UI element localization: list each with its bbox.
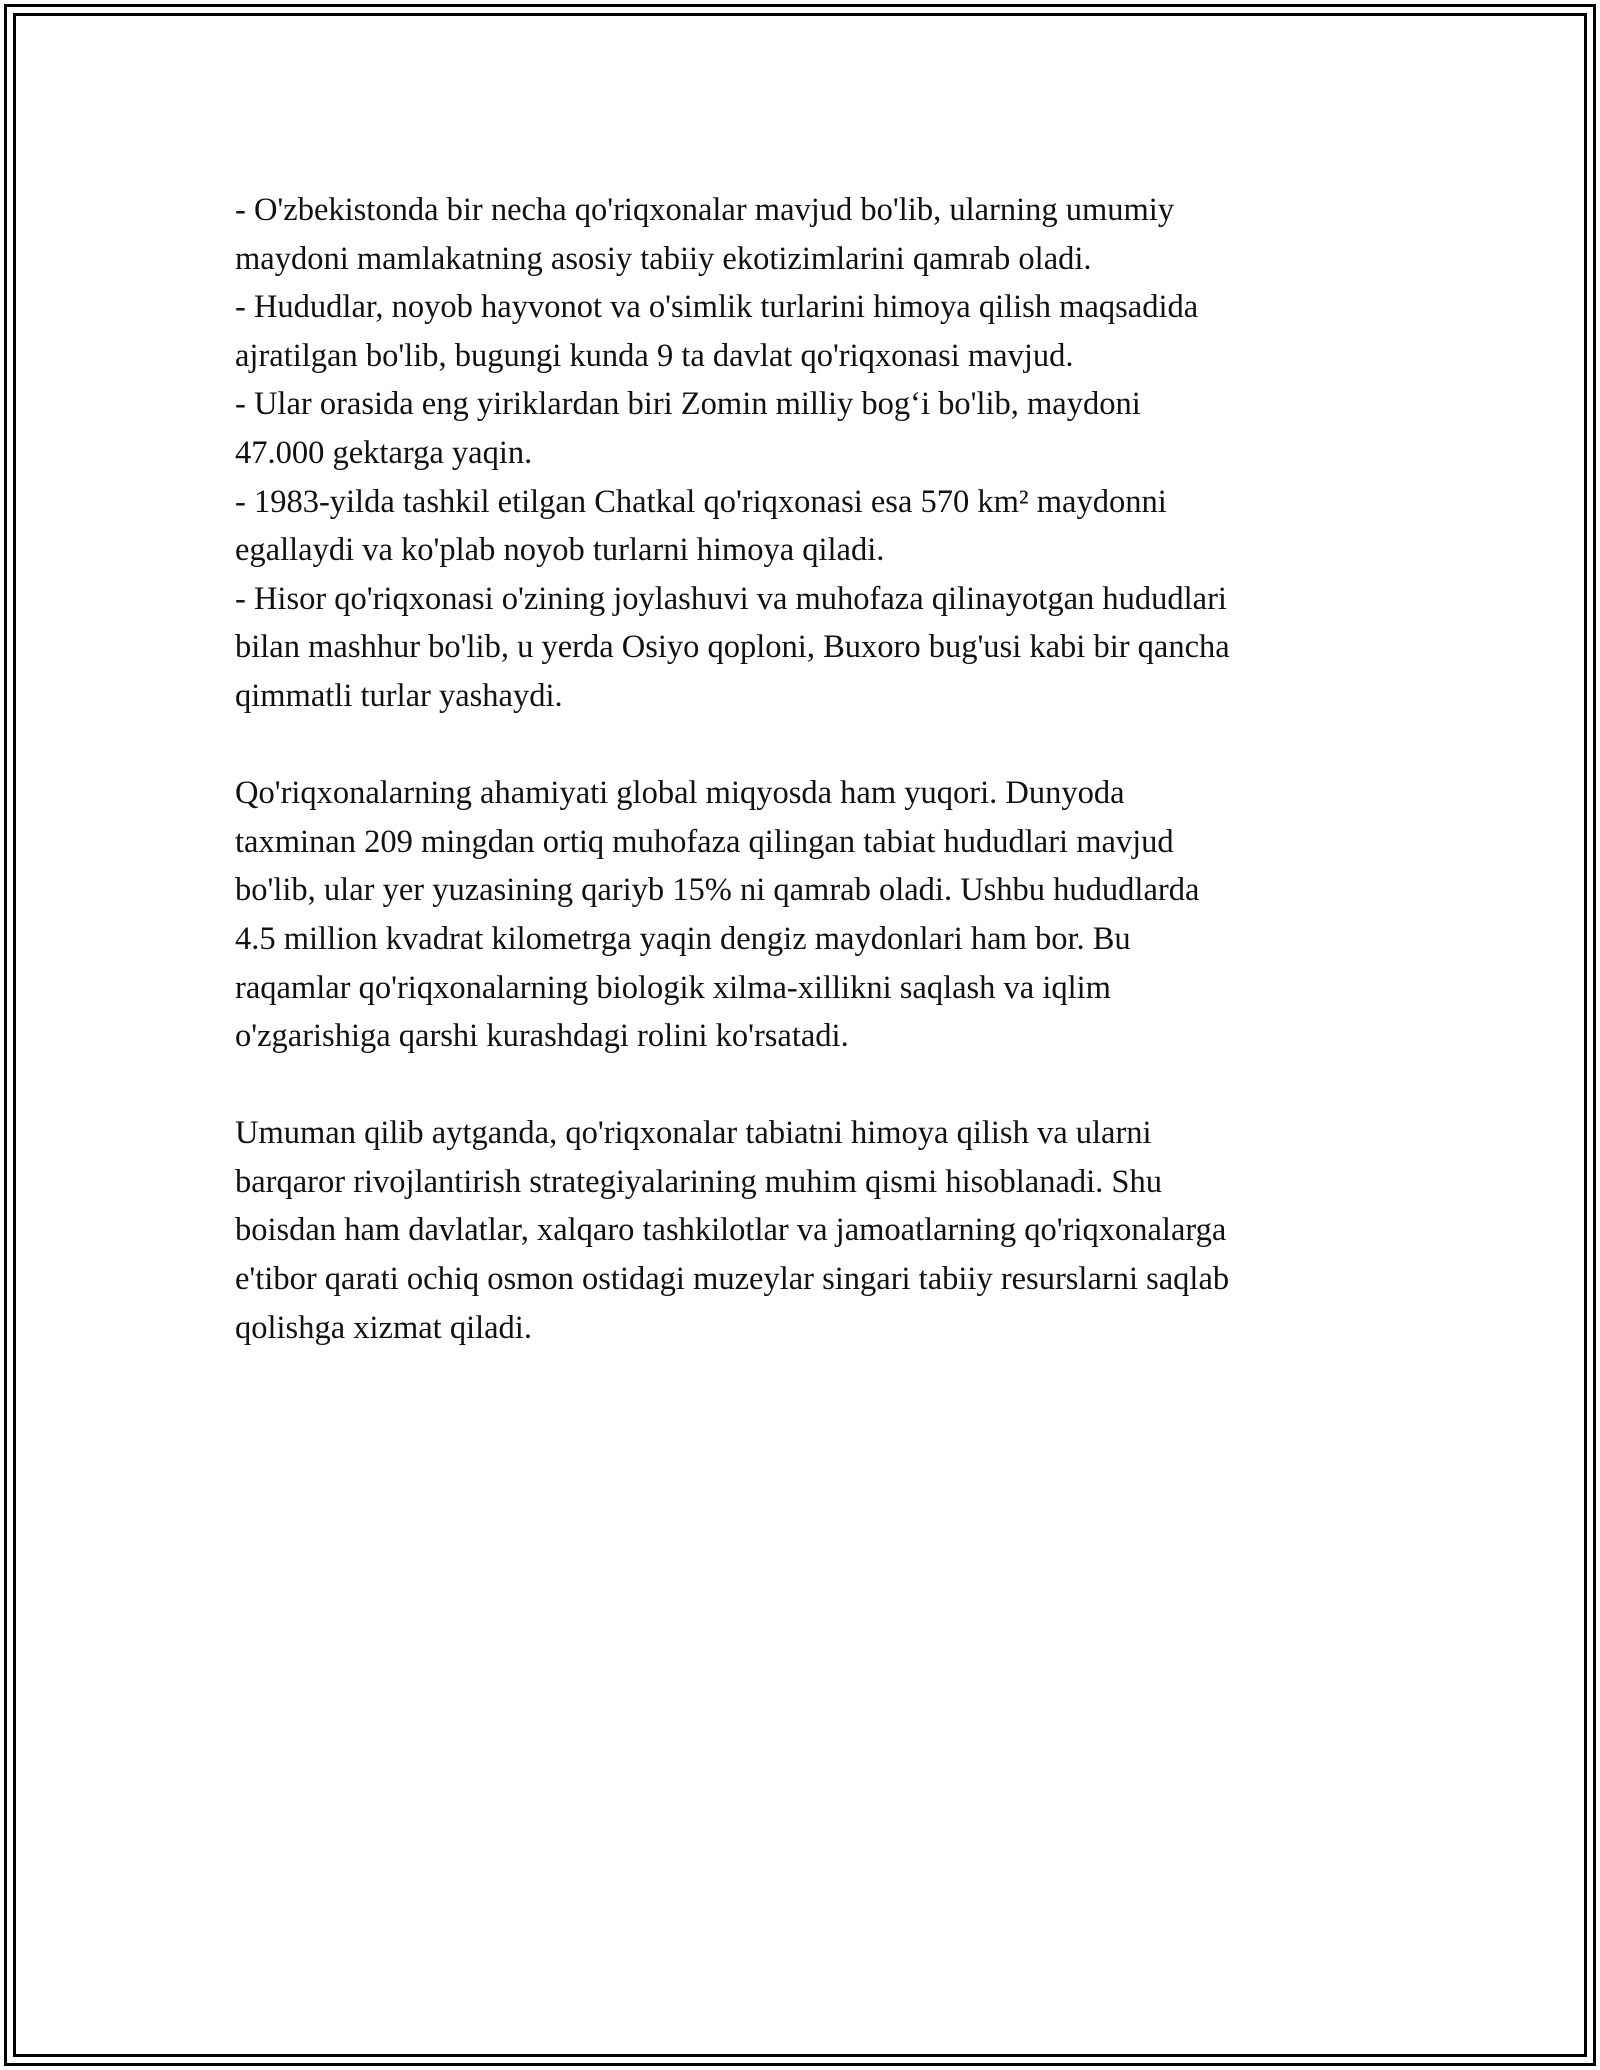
- document-body: [235, 186, 1370, 1352]
- bullet-item-state-reserves: [235, 283, 1370, 380]
- text-line: ajratilgan bo'lib, bugungi kunda 9 ta davlat qo'riqxonasi mavjud.: [235, 337, 1074, 374]
- text-line: qimmatli turlar yashaydi.: [235, 677, 563, 714]
- text-line: - 1983-yilda tashkil etilgan Chatkal qo'riqxonasi esa 570 km² maydonni: [235, 483, 1167, 520]
- text-line: - Ular orasida eng yiriklardan biri Zomin milliy bog‘i bo'lib, maydoni: [235, 386, 1141, 423]
- text-line: bilan mashhur bo'lib, u yerda Osiyo qoploni, Buxoro bug'usi kabi bir qancha: [235, 629, 1230, 666]
- bullet-item-zomin-park: [235, 380, 1370, 477]
- text-line: bo'lib, ular yer yuzasining qariyb 15% ni qamrab oladi. Ushbu hududlarda: [235, 872, 1200, 909]
- text-line: o'zgarishiga qarshi kurashdagi rolini ko'rsatadi.: [235, 1018, 849, 1055]
- text-line: - O'zbekistonda bir necha qo'riqxonalar mavjud bo'lib, ularning umumiy: [235, 192, 1175, 228]
- text-line: maydoni mamlakatning asosiy tabiiy ekotizimlarini qamrab oladi.: [235, 240, 1092, 277]
- text-line: e'tibor qarati ochiq osmon ostidagi muzeylar singari tabiiy resurslarni saqlab: [235, 1261, 1230, 1298]
- bullet-item-hisor-reserve: [235, 575, 1370, 721]
- bullet-item-uzbekistan-reserves: [235, 186, 1370, 283]
- text-line: Qo'riqxonalarning ahamiyati global miqyosda ham yuqori. Dunyoda: [235, 775, 1125, 812]
- bullet-list: [235, 186, 1370, 721]
- text-line: - Hisor qo'riqxonasi o'zining joylashuvi va muhofaza qilinayotgan hududlari: [235, 580, 1227, 617]
- paragraph-gap: [235, 721, 1370, 770]
- text-line: 4.5 million kvadrat kilometrga yaqin dengiz maydonlari ham bor. Bu: [235, 920, 1131, 957]
- text-line: barqaror rivojlantirish strategiyalarining muhim qismi hisoblanadi. Shu: [235, 1163, 1162, 1200]
- text-line: Umuman qilib aytganda, qo'riqxonalar tabiatni himoya qilish va ularni: [235, 1115, 1152, 1152]
- text-line: qolishga xizmat qiladi.: [235, 1309, 532, 1346]
- paragraph-global-importance: [235, 769, 1370, 1061]
- paragraph-gap: [235, 1061, 1370, 1110]
- text-line: boisdan ham davlatlar, xalqaro tashkilotlar va jamoatlarning qo'riqxonalarga: [235, 1212, 1227, 1249]
- paragraph-conclusion: [235, 1109, 1370, 1352]
- text-line: egallaydi va ko'plab noyob turlarni himoya qiladi.: [235, 532, 885, 569]
- text-line: taxminan 209 mingdan ortiq muhofaza qilingan tabiat hududlari mavjud: [235, 823, 1174, 860]
- text-line: - Hududlar, noyob hayvonot va o'simlik turlarini himoya qilish maqsadida: [235, 289, 1199, 326]
- text-line: 47.000 gektarga yaqin.: [235, 434, 533, 471]
- bullet-item-chatkal-reserve: [235, 478, 1370, 575]
- text-line: raqamlar qo'riqxonalarning biologik xilma-xillikni saqlash va iqlim: [235, 969, 1111, 1006]
